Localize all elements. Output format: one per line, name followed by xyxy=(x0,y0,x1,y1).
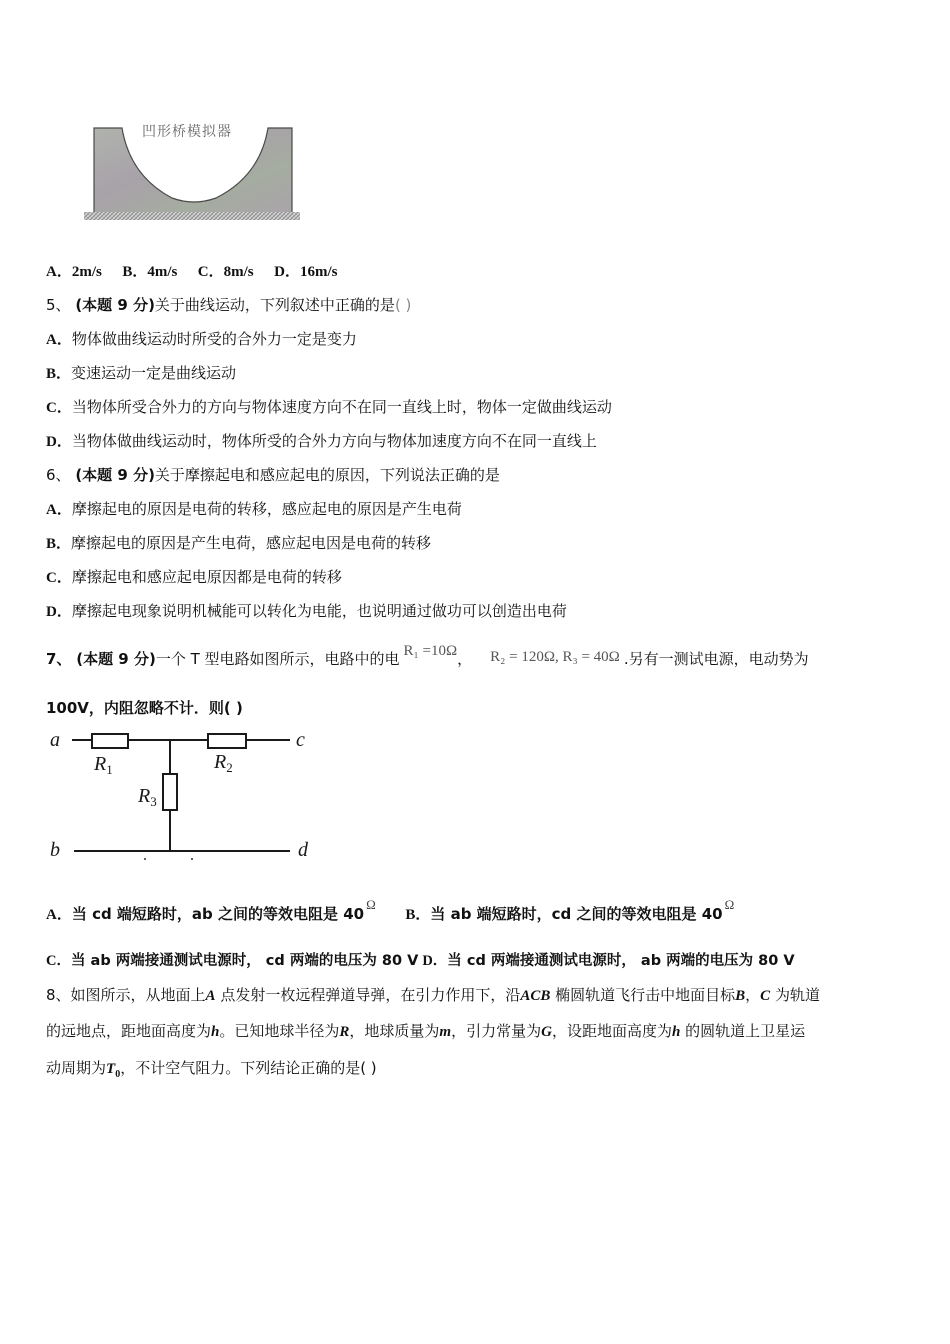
q5-option-d xyxy=(46,431,597,452)
var-t0: T xyxy=(106,1061,116,1077)
q5-answer-bracket: ( ) xyxy=(394,296,412,314)
q5-option-b-text: 变速运动一定是曲线运动 xyxy=(71,364,237,382)
terminal-d-label: d xyxy=(298,839,308,861)
q7-option-c-text: 当 ab 两端接通测试电源时， cd 两端的电压为 80 V xyxy=(70,953,419,969)
q7-text-1: 一个 T 型电路如图所示，电路中的电 xyxy=(155,650,400,668)
q5-option-c-label: C． xyxy=(46,400,72,416)
q8-text: ，不计空气阻力。下列结论正确的是( ) xyxy=(120,1059,377,1077)
q8-stem-line3 xyxy=(46,1058,377,1085)
q7-option-d-text: 当 cd 两端接通测试电源时， ab 两端的电压为 80 V xyxy=(447,953,795,969)
terminal-b-label: b xyxy=(50,839,60,861)
q5-score: (本题 9 分) xyxy=(75,296,155,314)
q7-option-a-omega: Ω xyxy=(366,897,376,912)
q7-options-cd xyxy=(46,951,795,971)
q8-text: 为轨道 xyxy=(770,986,820,1004)
q6-option-d xyxy=(46,601,567,622)
q4-option-b-label: B． xyxy=(122,264,148,280)
q5-option-d-label: D． xyxy=(46,434,72,450)
q8-text: 。已知地球半径为 xyxy=(219,1022,340,1040)
q5-option-b xyxy=(46,363,236,384)
var-acb: ACB xyxy=(520,988,551,1004)
q6-text: 关于摩擦起电和感应起电的原因，下列说法正确的是 xyxy=(154,466,500,484)
q6-option-a-text: 摩擦起电的原因是电荷的转移，感应起电的原因是产生电荷 xyxy=(71,500,462,518)
q8-text: 动周期为 xyxy=(46,1059,107,1077)
q7-text-2: .另有一测试电源，电动势为 xyxy=(623,650,809,668)
q6-option-c-text: 摩擦起电和感应起电原因都是电荷的转移 xyxy=(71,568,342,586)
q6-option-b-text: 摩擦起电的原因是产生电荷，感应起电因是电荷的转移 xyxy=(71,534,432,552)
bridge-caption: 凹形桥模拟器 xyxy=(142,124,232,140)
q6-option-d-text: 摩擦起电现象说明机械能可以转化为电能，也说明通过做功可以创造出电荷 xyxy=(71,602,567,620)
var-a: A xyxy=(205,988,216,1004)
q6-option-b xyxy=(46,533,431,554)
var-b: B xyxy=(735,988,746,1004)
r1-label: $R_1$ xyxy=(94,753,113,777)
q5-number: 5、 xyxy=(46,296,71,314)
q7-stem-line2: 100V，内阻忽略不计．则( ) xyxy=(46,699,243,717)
q7-option-d-label: D． xyxy=(422,953,448,969)
q7-option-c-label: C． xyxy=(46,953,71,969)
var-h: h xyxy=(671,1024,681,1040)
q7-r1-formula: R₁ =10Ω xyxy=(403,643,458,659)
t-circuit-diagram xyxy=(44,726,324,864)
q7-r2-r3-formula: R₂ = 120Ω, R₃ = 40Ω xyxy=(490,649,620,665)
q5-text: 关于曲线运动，下列叙述中正确的是 xyxy=(154,296,395,314)
q5-option-a xyxy=(46,329,357,350)
q7-option-a-text: 当 cd 端短路时，ab 之间的等效电阻是 40 xyxy=(71,905,365,923)
var-c: C xyxy=(760,988,771,1004)
q8-text: 点发射一枚远程弹道导弹，在引力作用下，沿 xyxy=(215,986,521,1004)
q4-option-c: 8m/s xyxy=(223,264,254,280)
q8-stem-line1 xyxy=(46,985,820,1006)
q6-stem xyxy=(46,465,500,485)
q6-option-c-label: C． xyxy=(46,570,72,586)
q6-option-c xyxy=(46,567,342,588)
q8-text: ，设距地面高度为 xyxy=(551,1022,672,1040)
q8-text: 的圆轨道上卫星运 xyxy=(680,1022,806,1040)
terminal-c-label: c xyxy=(296,729,305,751)
q6-score: (本题 9 分) xyxy=(75,466,155,484)
q4-options xyxy=(46,261,337,282)
q4-option-c-label: C． xyxy=(197,264,224,280)
q7-option-b-omega: Ω xyxy=(724,897,735,912)
q7-option-a-label: A． xyxy=(46,907,72,923)
q5-option-c xyxy=(46,397,612,418)
q6-option-a-label: A． xyxy=(46,502,72,518)
q5-option-a-text: 物体做曲线运动时所受的合外力一定是变力 xyxy=(71,330,357,348)
var-t0-subscript: 0 xyxy=(115,1069,121,1080)
q8-stem-line2 xyxy=(46,1021,805,1042)
var-r: R xyxy=(339,1024,350,1040)
r2-label: $R_2$ xyxy=(214,751,233,775)
r3-label: $R_3$ xyxy=(138,785,157,809)
q5-stem xyxy=(46,295,411,315)
q6-option-a xyxy=(46,499,462,520)
q8-text: 的远地点，距地面高度为 xyxy=(46,1022,212,1040)
q5-option-d-text: 当物体做曲线运动时，物体所受的合外力方向与物体加速度方向不在同一直线上 xyxy=(71,432,597,450)
q7-option-b-text: 当 ab 端短路时，cd 之间的等效电阻是 40 xyxy=(430,905,723,923)
q7-stem xyxy=(46,643,809,670)
var-g: G xyxy=(541,1024,552,1040)
q5-option-b-label: B． xyxy=(46,366,72,382)
q4-option-d: 16m/s xyxy=(299,264,338,280)
q5-option-c-text: 当物体所受合外力的方向与物体速度方向不在同一直线上时，物体一定做曲线运动 xyxy=(71,398,612,416)
q7-score: (本题 9 分) xyxy=(76,650,156,668)
q4-option-a: 2m/s xyxy=(71,264,102,280)
q8-text: ， xyxy=(745,986,761,1004)
q4-option-d-label: D． xyxy=(274,264,300,280)
q7-number: 7、 xyxy=(46,650,72,668)
q8-text: 8、如图所示，从地面上 xyxy=(46,986,206,1004)
terminal-a-label: a xyxy=(50,729,60,751)
concave-bridge-figure xyxy=(82,124,302,224)
q7-option-b-label: B． xyxy=(405,907,431,923)
q8-text: 椭圆轨道飞行击中地面目标 xyxy=(550,986,736,1004)
q7-comma: ， xyxy=(457,650,473,668)
q4-option-a-label: A． xyxy=(46,264,72,280)
q4-option-b: 4m/s xyxy=(147,264,178,280)
q7-options-ab xyxy=(46,897,735,925)
q8-text: ，引力常量为 xyxy=(451,1022,542,1040)
q6-option-d-label: D． xyxy=(46,604,72,620)
t-circuit-figure xyxy=(44,726,324,864)
var-h: h xyxy=(211,1024,220,1040)
q6-number: 6、 xyxy=(46,466,71,484)
var-m: m xyxy=(439,1024,452,1040)
q8-text: ，地球质量为 xyxy=(349,1022,440,1040)
q5-option-a-label: A． xyxy=(46,332,72,348)
q6-option-b-label: B． xyxy=(46,536,72,552)
